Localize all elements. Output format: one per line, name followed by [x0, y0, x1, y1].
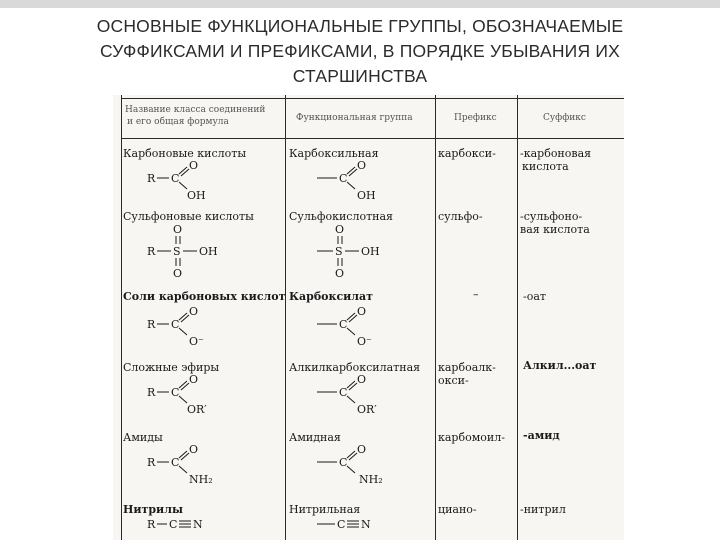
svg-text:O: O [357, 443, 367, 456]
row-suffix: -нитрил [520, 503, 566, 516]
svg-text:OH: OH [199, 245, 218, 258]
svg-text:R: R [147, 172, 156, 185]
row-prefix: окси- [438, 374, 469, 387]
row-group-name: Сульфокислотная [289, 210, 393, 223]
header-prefix: Префикс [454, 113, 497, 123]
svg-text:R: R [147, 456, 156, 469]
title-line: ОСНОВНЫЕ ФУНКЦИОНАЛЬНЫЕ ГРУППЫ, ОБОЗНАЧАЕМЫЕ [96, 16, 624, 36]
svg-text:O: O [189, 159, 199, 172]
svg-text:N: N [361, 518, 371, 531]
svg-text:OH: OH [361, 245, 380, 258]
row-suffix: -карбоновая [520, 147, 592, 160]
column-divider [285, 95, 286, 540]
carboxylic-acid-formula [143, 159, 253, 207]
svg-text:O: O [173, 267, 183, 280]
row-class-name: Карбоновые кислоты [123, 147, 247, 160]
svg-text:C: C [337, 518, 346, 531]
svg-text:C: C [171, 318, 180, 331]
slide-top-border [0, 0, 720, 8]
row-class-name: Сложные эфиры [123, 361, 220, 374]
table-border-left [121, 95, 122, 540]
svg-text:R: R [147, 245, 156, 258]
row-class-name: Амиды [123, 431, 163, 444]
svg-text:R: R [147, 386, 156, 399]
row-class-name: Сульфоновые кислоты [123, 210, 254, 223]
svg-text:R: R [147, 318, 156, 331]
header-suffix: Суффикс [543, 113, 586, 123]
row-group-name: Алкилкарбоксилатная [289, 361, 421, 374]
svg-text:N: N [193, 518, 203, 531]
svg-text:O: O [357, 305, 367, 318]
row-suffix: вая кислота [520, 223, 590, 236]
ester-formula [143, 373, 253, 421]
column-divider [517, 95, 518, 540]
svg-text:OH: OH [357, 189, 376, 202]
carboxyl-group-formula [313, 159, 423, 207]
svg-text:C: C [339, 318, 348, 331]
row-group-name: Карбоксильная [289, 147, 379, 160]
nitrile-group-formula [313, 513, 423, 537]
row-class-name: Соли карбоновых кислот [123, 290, 286, 303]
svg-text:S: S [173, 245, 181, 258]
svg-text:O: O [357, 373, 367, 386]
svg-text:O: O [335, 267, 345, 280]
svg-text:C: C [339, 386, 348, 399]
row-suffix: -оат [523, 290, 546, 303]
svg-text:C: C [339, 456, 348, 469]
svg-text:OH: OH [187, 189, 206, 202]
row-prefix: сульфо- [438, 210, 483, 223]
scanned-table [113, 95, 624, 540]
table-border-top [121, 98, 624, 99]
header-group: Функциональная группа [296, 113, 413, 123]
sulfonic-acid-formula [143, 223, 263, 285]
svg-text:NH₂: NH₂ [359, 473, 383, 486]
sulfo-group-formula [313, 223, 433, 285]
svg-text:O⁻: O⁻ [189, 335, 204, 348]
svg-text:C: C [339, 172, 348, 185]
svg-text:NH₂: NH₂ [189, 473, 213, 486]
row-group-name: Нитрильная [289, 503, 361, 516]
row-prefix: циано- [438, 503, 477, 516]
title-line: СТАРШИНСТВА [292, 66, 428, 86]
svg-text:C: C [171, 456, 180, 469]
svg-text:C: C [169, 518, 178, 531]
svg-text:OR′: OR′ [357, 403, 377, 416]
svg-text:OR′: OR′ [187, 403, 207, 416]
row-prefix: карбоалк- [438, 361, 496, 374]
svg-text:O: O [189, 443, 199, 456]
svg-text:O: O [189, 305, 199, 318]
row-prefix: карбомоил- [438, 431, 505, 444]
svg-text:O: O [357, 159, 367, 172]
nitrile-formula [143, 513, 253, 537]
header-class-line2: и его общая формула [127, 117, 229, 127]
row-suffix: кислота [522, 160, 569, 173]
carboxylate-salt-formula [143, 301, 253, 349]
carboxylate-group-formula [313, 301, 423, 349]
row-prefix: карбокси- [438, 147, 496, 160]
column-divider [435, 95, 436, 540]
amide-group-formula [313, 443, 423, 491]
svg-text:C: C [171, 172, 180, 185]
row-prefix: – [473, 288, 479, 301]
svg-text:O⁻: O⁻ [357, 335, 372, 348]
svg-text:R: R [147, 518, 156, 531]
svg-text:C: C [171, 386, 180, 399]
svg-text:S: S [335, 245, 343, 258]
row-group-name: Амидная [289, 431, 341, 444]
svg-text:O: O [173, 223, 183, 236]
row-suffix: Алкил...оат [523, 359, 597, 372]
row-suffix: -сульфоно- [520, 210, 583, 223]
header-divider [121, 138, 624, 139]
slide-title [40, 14, 680, 89]
svg-text:O: O [189, 373, 199, 386]
title-line: СУФФИКСАМИ И ПРЕФИКСАМИ, В ПОРЯДКЕ УБЫВАНИЯ ИХ [99, 41, 621, 61]
header-class-line1: Название класса соединений [125, 105, 266, 115]
svg-text:O: O [335, 223, 345, 236]
row-suffix: -амид [523, 429, 560, 442]
row-group-name: Карбоксилат [289, 290, 373, 303]
ester-group-formula [313, 373, 423, 421]
row-class-name: Нитрилы [123, 503, 184, 516]
amide-formula [143, 443, 253, 491]
